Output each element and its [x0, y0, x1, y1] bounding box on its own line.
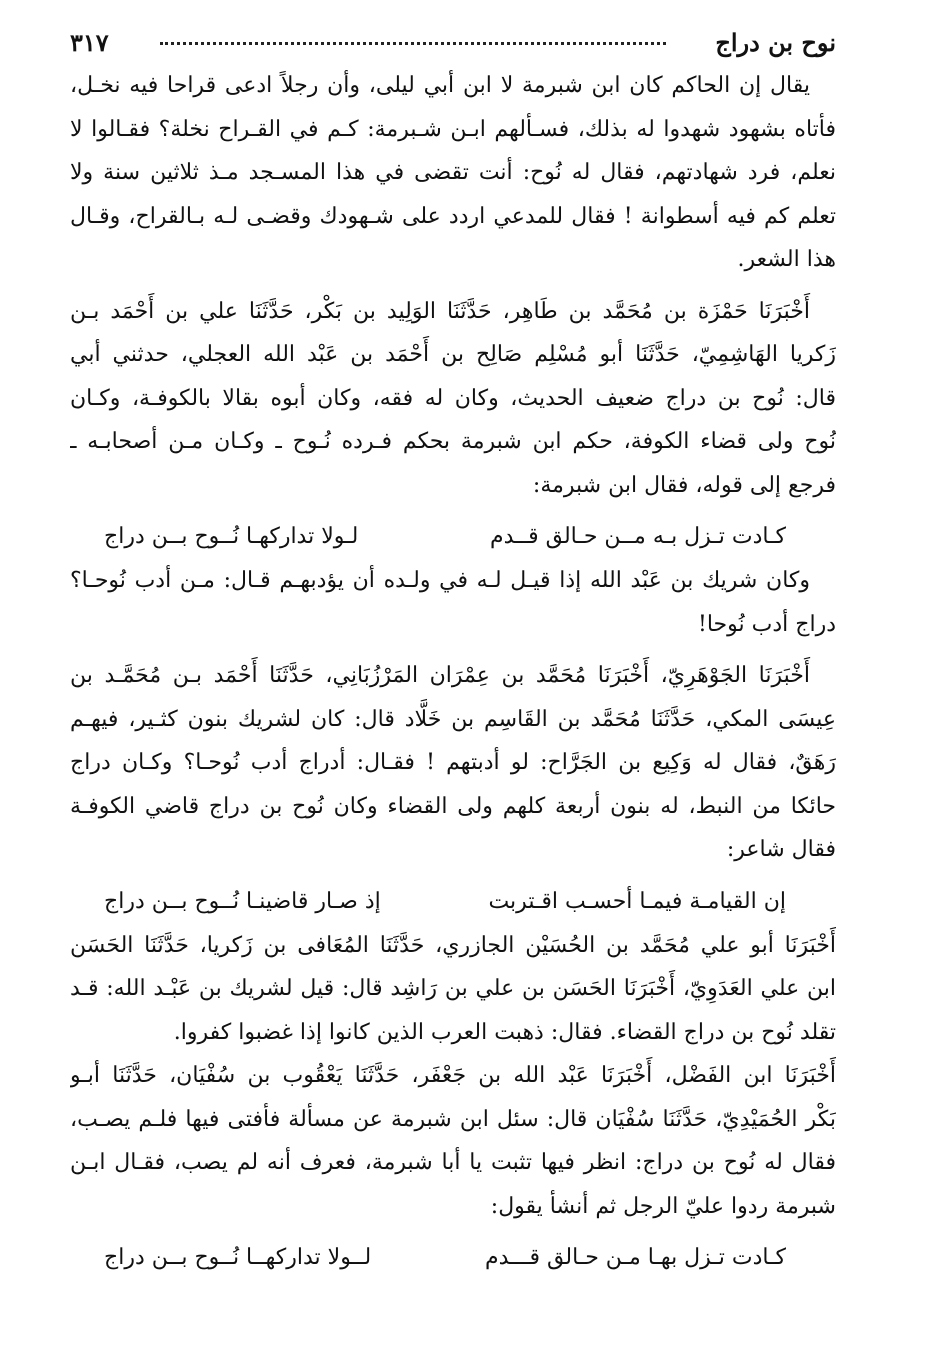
- verse-first-hemistich: إن القيامـة فيمـا أحسـب اقـتربت: [488, 888, 786, 914]
- text-line: أَخْبَرَنَا حَمْزَة بن مُحَمَّد بن طَاهِر، حَدَّثَنَا الوَلِيد بن بَكْر، حَدَّثَنَا علي بن أَحْمَد بـن: [70, 298, 810, 324]
- verse-first-hemistich: كـادت تـزل بهـا مـن حـالق قـــدم: [485, 1245, 786, 1270]
- paragraph: [70, 559, 836, 646]
- verse: [70, 1236, 836, 1280]
- verse-second-hemistich: لــولا تداركهــا نُــوح بــن دراج: [104, 1245, 372, 1270]
- text-line: وكان شريك بن عَبْد الله إذا قيـل لـه في ولـده أن يؤدبهـم قـال: مـن أدب نُوحـا؟: [70, 568, 810, 593]
- paragraph: [70, 654, 836, 872]
- book-page: [70, 22, 836, 1342]
- text-line: فرجع إلى قوله، فقال ابن شبرمة:: [532, 472, 836, 498]
- text-line: تعلم كم فيه أسطوانة ! فقال للمدعي اردد على شـهودك وقضـى لـه بـالقراح، وقـال: [70, 203, 836, 229]
- paragraph: [70, 64, 836, 282]
- text-line: زَكريا الهَاشِمِيّ، حَدَّثَنَا أبو مُسْلِم صَالِح بن أَحْمَد بن عَبْد الله العجلي، حدثني أبي: [70, 342, 836, 367]
- text-line: نُوح ولى قضاء الكوفة، حكم ابن شبرمة بحكم فـرده نُـوح ـ وكـان مـن أصحابـه ـ: [70, 429, 836, 454]
- text-line: عِيسَى المكي، حَدَّثَنَا مُحَمَّد بن القَاسِم بن خَلَّاد قال: كان لشريك بنون كثـير، فيهـم: [70, 706, 836, 732]
- text-line: يقال إن الحاكم كان ابن شبرمة لا ابن أبي ليلى، وأن رجلاً ادعى قراحا فيه نخـل،: [70, 73, 810, 98]
- text-line: ابن علي العَدَوِيّ، أَخْبَرَنَا الحَسَن بن علي بن رَاشِد قال: قيل لشريك بن عَبْـد الله: قـد: [70, 976, 836, 1001]
- verse-second-hemistich: لـولا تداركهـا نُــوح بــن دراج: [104, 524, 359, 549]
- verse: [70, 880, 836, 924]
- paragraph: [70, 290, 836, 508]
- page-header: [70, 22, 836, 64]
- text-line: حائكا من النبط، له بنون أربعة كلهم ولى القضاء وكان نُوح بن دراج قاضي الكوفـة: [70, 793, 836, 819]
- text-line: هذا الشعر.: [737, 247, 836, 272]
- text-line: تقلد نُوح بن دراج القضاء. فقال: ذهبت العرب الذين كانوا إذا غضبوا كفروا.: [173, 1019, 836, 1045]
- text-line: فقال شاعر:: [726, 837, 836, 862]
- text-line: رَهَقٌ، فقال له وَكِيع بن الجَرَّاح: لو أدبتهم ! فقـال: أدراج أدب نُوحـا؟ وكـان دراج: [70, 750, 836, 775]
- running-title: نوح بن دراج: [715, 28, 836, 57]
- paragraph: [70, 1054, 836, 1228]
- text-line: أَخْبَرَنَا الجَوْهَرِيّ، أَخْبَرَنَا مُحَمَّد بن عِمْرَان المَرْزُبَانِي، حَدَّثَنَا أَحْمَد بـن مُحَمَّـد بن: [70, 663, 810, 688]
- text-line: شبرمة ردوا عليّ الرجل ثم أنشأ يقول:: [490, 1193, 836, 1219]
- text-line: قال: نُوح بن دراج ضعيف الحديث، وكان له فقه، وكان أبوه بقالا بالكوفـة، وكـان: [70, 385, 836, 411]
- text-line: بَكْر الحُمَيْدِيّ، حَدَّثَنَا سُفْيَان قال: سئل ابن شبرمة عن مسألة فأفتى فيها فلـم يصـب،: [70, 1106, 836, 1132]
- verse-second-hemistich: إذ صـار قاضينـا نُــوح بــن دراج: [104, 888, 381, 914]
- text-line: نعلم، فرد شهادتهم، فقال له نُوح: أنت تقضى في هذا المسـجد مـذ ثلاثين سنة ولا: [70, 160, 836, 185]
- page-number: ٣١٧: [70, 28, 109, 57]
- text-line: دراج أدب نُوحا!: [698, 611, 836, 637]
- text-line: أَخْبَرَنَا أبو علي مُحَمَّد بن الحُسَيْن الجازري، حَدَّثَنَا المُعَافى بن زَكريا، حَدَّثَنَا الحَسَن: [70, 932, 836, 958]
- text-line: فقال له نُوح بن دراج: انظر فيها تثبت يا أبا شبرمة، فعرف أنه لم يصب، فقـال ابـن: [70, 1150, 836, 1175]
- header-dotted-leader: [160, 42, 666, 45]
- text-line: أَخْبَرَنَا ابن الفَضْل، أَخْبَرَنَا عَبْد الله بن جَعْفَر، حَدَّثَنَا يَعْقُوب بن سُفْيَان، حَدَّثَنَا أبـو: [70, 1063, 836, 1088]
- verse: [70, 515, 836, 559]
- paragraph: [70, 924, 836, 1055]
- verse-first-hemistich: كـادت تـزل بـه مــن حـالق قــدم: [490, 524, 786, 549]
- text-line: فأتاه بشهود شهدوا له بذلك، فسـألهم ابـن شـبرمة: كـم في القـراح نخلة؟ فقـالوا لا: [70, 116, 836, 142]
